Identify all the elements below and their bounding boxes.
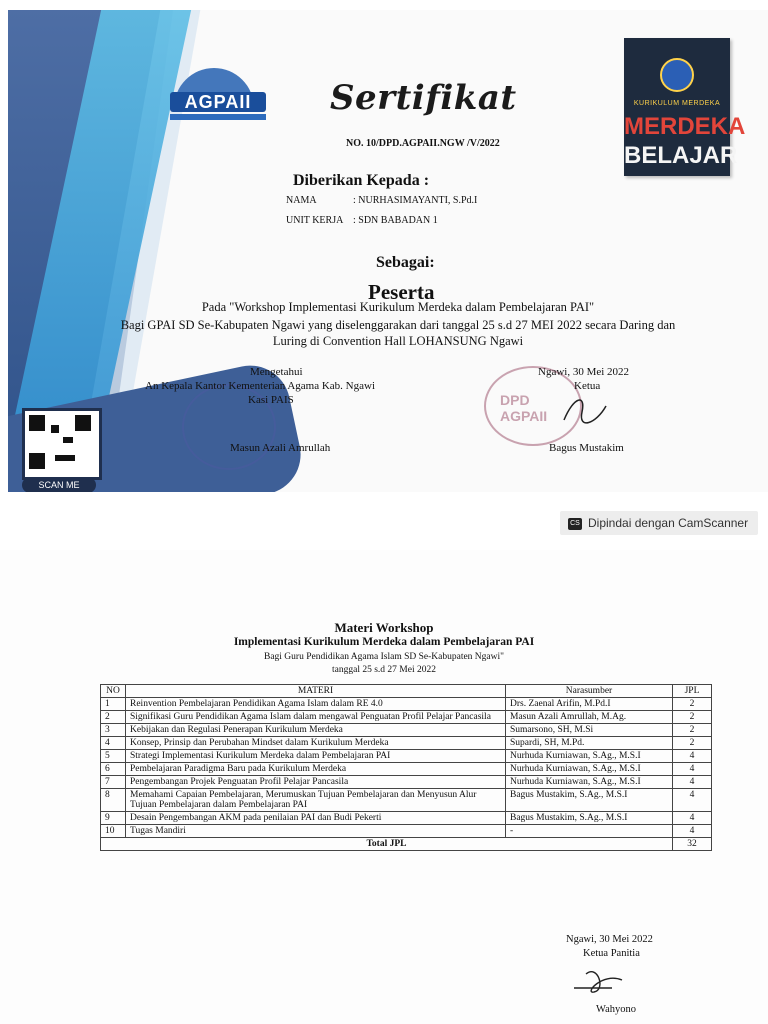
row-narasumber: Masun Azali Amrullah, M.Ag. bbox=[506, 711, 673, 724]
qr-finder bbox=[75, 415, 91, 431]
row-jpl: 2 bbox=[673, 698, 712, 711]
camscanner-text: Dipindai dengan CamScanner bbox=[588, 516, 749, 530]
total-row bbox=[101, 838, 712, 851]
qr-finder bbox=[29, 415, 45, 431]
body-line-3: Luring di Convention Hall LOHANSUNG Ngawi bbox=[272, 334, 524, 348]
row-narasumber: Drs. Zaenal Arifin, M.Pd.I bbox=[506, 698, 673, 711]
row-narasumber: Nurhuda Kurniawan, S.Ag., M.S.I bbox=[506, 750, 673, 763]
row-materi: Pembelajaran Paradigma Baru pada Kurikulum Merdeka bbox=[126, 763, 506, 776]
left-sign-line2: An Kepala Kantor Kementerian Agama Kab. Ngawi bbox=[145, 380, 376, 392]
row-narasumber: Nurhuda Kurniawan, S.Ag., M.S.I bbox=[506, 776, 673, 789]
logo-text: AGPAII bbox=[170, 92, 266, 112]
row-jpl: 4 bbox=[673, 763, 712, 776]
row-jpl: 2 bbox=[673, 737, 712, 750]
row-narasumber: Bagus Mustakim, S.Ag., M.S.I bbox=[506, 812, 673, 825]
row-materi: Tugas Mandiri bbox=[126, 825, 506, 838]
table-row bbox=[101, 776, 712, 789]
right-sign-name: Bagus Mustakim bbox=[549, 442, 624, 454]
signature-icon bbox=[572, 962, 632, 998]
row-no: 1 bbox=[101, 698, 126, 711]
table-row bbox=[101, 789, 712, 812]
agpaii-logo bbox=[168, 62, 270, 124]
col-no: NO bbox=[101, 685, 126, 698]
book-merdeka: MERDEKA bbox=[624, 113, 746, 140]
table-row bbox=[101, 825, 712, 838]
row-jpl: 4 bbox=[673, 825, 712, 838]
table-row bbox=[101, 812, 712, 825]
book-belajar: BELAJAR bbox=[624, 142, 738, 169]
name-label: NAMA bbox=[286, 195, 317, 206]
qr-finder bbox=[29, 453, 45, 469]
qr-code[interactable] bbox=[22, 408, 102, 480]
col-jpl: JPL bbox=[673, 685, 712, 698]
row-narasumber: Bagus Mustakim, S.Ag., M.S.I bbox=[506, 789, 673, 812]
stamp-text: DPD AGPAII bbox=[500, 392, 548, 424]
right-sign-date: Ngawi, 30 Mei 2022 bbox=[538, 366, 630, 378]
left-sign-line3: Kasi PAIS bbox=[248, 394, 294, 406]
row-no: 7 bbox=[101, 776, 126, 789]
left-sign-name: Masun Azali Amrullah bbox=[230, 442, 331, 454]
camscanner-watermark bbox=[560, 511, 758, 535]
row-materi: Desain Pengembangan AKM pada penilaian PAI dan Budi Pekerti bbox=[126, 812, 506, 825]
body-line-1: Pada "Workshop Implementasi Kurikulum Merdeka dalam Pembelajaran PAI" bbox=[201, 300, 595, 314]
as-label: Sebagai: bbox=[376, 254, 435, 271]
unit-value: : SDN BABADAN 1 bbox=[353, 215, 438, 226]
merdeka-belajar-logo bbox=[624, 38, 746, 176]
book-subtitle: KURIKULUM MERDEKA bbox=[633, 100, 721, 107]
row-materi: Konsep, Prinsip dan Perubahan Mindset dalam Kurikulum Merdeka bbox=[126, 737, 506, 750]
qr-module bbox=[63, 437, 73, 443]
row-jpl: 4 bbox=[673, 789, 712, 812]
qr-module bbox=[55, 455, 75, 461]
materi-title: Materi Workshop bbox=[334, 620, 434, 635]
materi-sign-role: Ketua Panitia bbox=[583, 948, 640, 959]
total-label: Total JPL bbox=[101, 838, 673, 851]
materi-sign-name: Wahyono bbox=[596, 1004, 636, 1015]
row-jpl: 4 bbox=[673, 750, 712, 763]
row-jpl: 4 bbox=[673, 776, 712, 789]
row-no: 10 bbox=[101, 825, 126, 838]
table-row bbox=[101, 724, 712, 737]
total-value: 32 bbox=[673, 838, 712, 851]
table-row bbox=[101, 763, 712, 776]
row-narasumber: - bbox=[506, 825, 673, 838]
left-sign-line1: Mengetahui bbox=[250, 366, 303, 378]
signature-icon bbox=[560, 390, 610, 430]
qr-module bbox=[51, 425, 59, 433]
role-title: Peserta bbox=[368, 280, 435, 304]
row-no: 4 bbox=[101, 737, 126, 750]
materi-table bbox=[100, 684, 712, 851]
unit-label: UNIT KERJA bbox=[286, 215, 344, 226]
table-row bbox=[101, 698, 712, 711]
table-row bbox=[101, 711, 712, 724]
row-materi: Memahami Capaian Pembelajaran, Merumuskan Tujuan Pembelajaran dan Menyusun Alur Tujuan Pembelajaran dalam Pembelajaran PAI bbox=[126, 789, 506, 812]
row-no: 9 bbox=[101, 812, 126, 825]
kemendikbud-emblem-icon bbox=[660, 58, 694, 92]
row-materi: Strategi Implementasi Kurikulum Merdeka dalam Pembelajaran PAI bbox=[126, 750, 506, 763]
col-materi: MATERI bbox=[126, 685, 506, 698]
row-no: 8 bbox=[101, 789, 126, 812]
certificate-number: NO. 10/DPD.AGPAII.NGW /V/2022 bbox=[346, 138, 500, 149]
row-jpl: 2 bbox=[673, 724, 712, 737]
logo-tagline bbox=[170, 114, 266, 120]
materi-page bbox=[0, 550, 768, 1024]
row-no: 5 bbox=[101, 750, 126, 763]
certificate-page bbox=[8, 10, 768, 492]
row-no: 3 bbox=[101, 724, 126, 737]
row-materi: Pengembangan Projek Penguatan Profil Pelajar Pancasila bbox=[126, 776, 506, 789]
row-materi: Reinvention Pembelajaran Pendidikan Agama Islam dalam RE 4.0 bbox=[126, 698, 506, 711]
camscanner-icon: CS bbox=[568, 518, 582, 530]
table-row bbox=[101, 750, 712, 763]
materi-subtitle: Implementasi Kurikulum Merdeka dalam Pembelajaran PAI bbox=[233, 636, 535, 648]
body-line-2: Bagi GPAI SD Se-Kabupaten Ngawi yang diselenggarakan dari tanggal 25 s.d 27 MEI 2022 secara Daring dan bbox=[120, 318, 676, 332]
scan-me-label: SCAN ME bbox=[22, 477, 96, 492]
row-narasumber: Sumarsono, SH, M.Si bbox=[506, 724, 673, 737]
row-no: 6 bbox=[101, 763, 126, 776]
row-materi: Signifikasi Guru Pendidikan Agama Islam dalam mengawal Penguatan Profil Pelajar Pancasila bbox=[126, 711, 506, 724]
table-header-row bbox=[101, 685, 712, 698]
certificate-title: Sertifikat bbox=[330, 78, 517, 118]
row-no: 2 bbox=[101, 711, 126, 724]
name-value: : NURHASIMAYANTI, S.Pd.I bbox=[353, 195, 478, 206]
materi-audience: Bagi Guru Pendidikan Agama Islam SD Se-Kabupaten Ngawi" bbox=[263, 652, 504, 662]
row-jpl: 4 bbox=[673, 812, 712, 825]
row-jpl: 2 bbox=[673, 711, 712, 724]
row-narasumber: Nurhuda Kurniawan, S.Ag., M.S.I bbox=[506, 763, 673, 776]
given-to-label: Diberikan Kepada : bbox=[293, 172, 430, 189]
right-sign-role: Ketua bbox=[574, 380, 601, 392]
row-narasumber: Supardi, SH, M.Pd. bbox=[506, 737, 673, 750]
table-row bbox=[101, 737, 712, 750]
materi-sign-date: Ngawi, 30 Mei 2022 bbox=[566, 934, 653, 945]
col-narasumber: Narasumber bbox=[506, 685, 673, 698]
row-materi: Kebijakan dan Regulasi Penerapan Kurikulum Merdeka bbox=[126, 724, 506, 737]
materi-date: tanggal 25 s.d 27 Mei 2022 bbox=[332, 665, 436, 675]
